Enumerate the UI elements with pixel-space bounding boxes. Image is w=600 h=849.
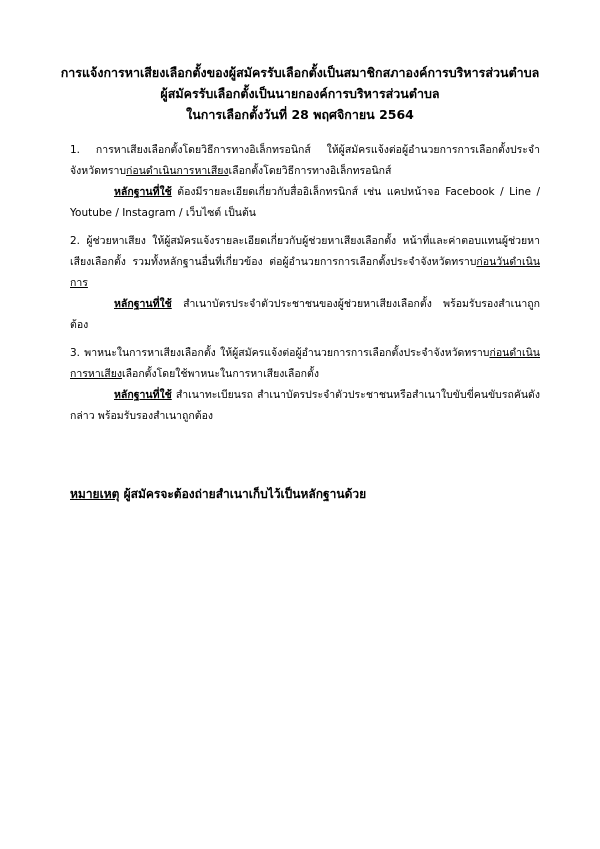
item-3-underlined: ก่อนดำเนินการหาเสียง xyxy=(70,347,540,380)
item-2-text xyxy=(70,231,540,336)
note xyxy=(70,484,540,504)
title-line-3: ในการเลือกตั้งวันที่ 28 พฤศจิกายน 2564 xyxy=(186,107,414,122)
document-body xyxy=(70,140,540,434)
item-2-evidence xyxy=(70,294,540,336)
item-1-evidence xyxy=(70,182,540,224)
item-1 xyxy=(70,140,540,224)
item-3-intro: 3. พาหนะในการหาเสียงเลือกตั้ง ให้ผู้สมัครแจ้งต่อผู้อำนวยการการเลือกตั้งประจำจังหวัดทราบ xyxy=(70,347,490,359)
item-1-evidence-label: หลักฐานที่ใช้ xyxy=(114,186,172,198)
note-label: หมายเหตุ xyxy=(70,487,120,501)
item-2-evidence-text: สำเนาบัตรประจำตัวประชาชนของผู้ช่วยหาเสียงเลือกตั้ง พร้อมรับรองสำเนาถูกต้อง xyxy=(70,298,540,331)
item-2-underlined: ก่อนวันดำเนินการ xyxy=(70,256,540,289)
item-1-intro: 1. การหาเสียงเลือกตั้งโดยวิธีการทางอิเล็กทรอนิกส์ ให้ผู้สมัครแจ้งต่อผู้อำนวยการการเลือกตั้งประจำจังหวัดทราบ xyxy=(70,144,540,177)
item-3-evidence-label: หลักฐานที่ใช้ xyxy=(114,389,172,401)
item-1-evidence-text: ต้องมีรายละเอียดเกี่ยวกับสื่ออิเล็กทรนิกส์ เช่น แคปหน้าจอ Facebook / Line / Youtube / Instagram / เว็บไซต์ เป็นต้น xyxy=(70,186,540,219)
item-3-tail: เลือกตั้งโดยใช้พาหนะในการหาเสียงเลือกตั้ง xyxy=(122,368,319,380)
item-2-intro: 2. ผู้ช่วยหาเสียง ให้ผู้สมัครแจ้งรายละเอียดเกี่ยวกับผู้ช่วยหาเสียงเลือกตั้ง หน้าที่และค่าตอบแทนผู้ช่วยหาเสียงเลือกตั้ง รวมทั้งหลักฐานอื่นที่เกี่ยวข้อง ต่อผู้อำนวยการการเลือกตั้งประจำจังหวัดทราบ xyxy=(70,235,540,268)
item-2 xyxy=(70,231,540,336)
title-line-1: การแจ้งการหาเสียงเลือกตั้งของผู้สมัครรับเลือกตั้งเป็นสมาชิกสภาองค์การบริหารส่วนตำบล xyxy=(60,65,540,80)
note-text: ผู้สมัครจะต้องถ่ายสำเนาเก็บไว้เป็นหลักฐานด้วย xyxy=(119,487,367,501)
item-1-tail: เลือกตั้งโดยวิธีการทางอิเล็กทรอนิกส์ xyxy=(228,165,392,177)
title-line-2: ผู้สมัครรับเลือกตั้งเป็นนายกองค์การบริหารส่วนตำบล xyxy=(160,86,440,101)
item-3-text xyxy=(70,343,540,427)
document-title xyxy=(40,62,560,125)
item-1-underlined: ก่อนดำเนินการหาเสียง xyxy=(126,165,229,177)
item-1-text xyxy=(70,140,540,224)
item-3-evidence-text: สำเนาทะเบียนรถ สำเนาบัตรประจำตัวประชาชนหรือสำเนาใบขับขี่คนขับรถคันดังกล่าว พร้อมรับรองสำเนาถูกต้อง xyxy=(70,389,540,422)
item-3 xyxy=(70,343,540,427)
item-3-evidence xyxy=(70,385,540,427)
item-2-evidence-label: หลักฐานที่ใช้ xyxy=(114,298,172,310)
